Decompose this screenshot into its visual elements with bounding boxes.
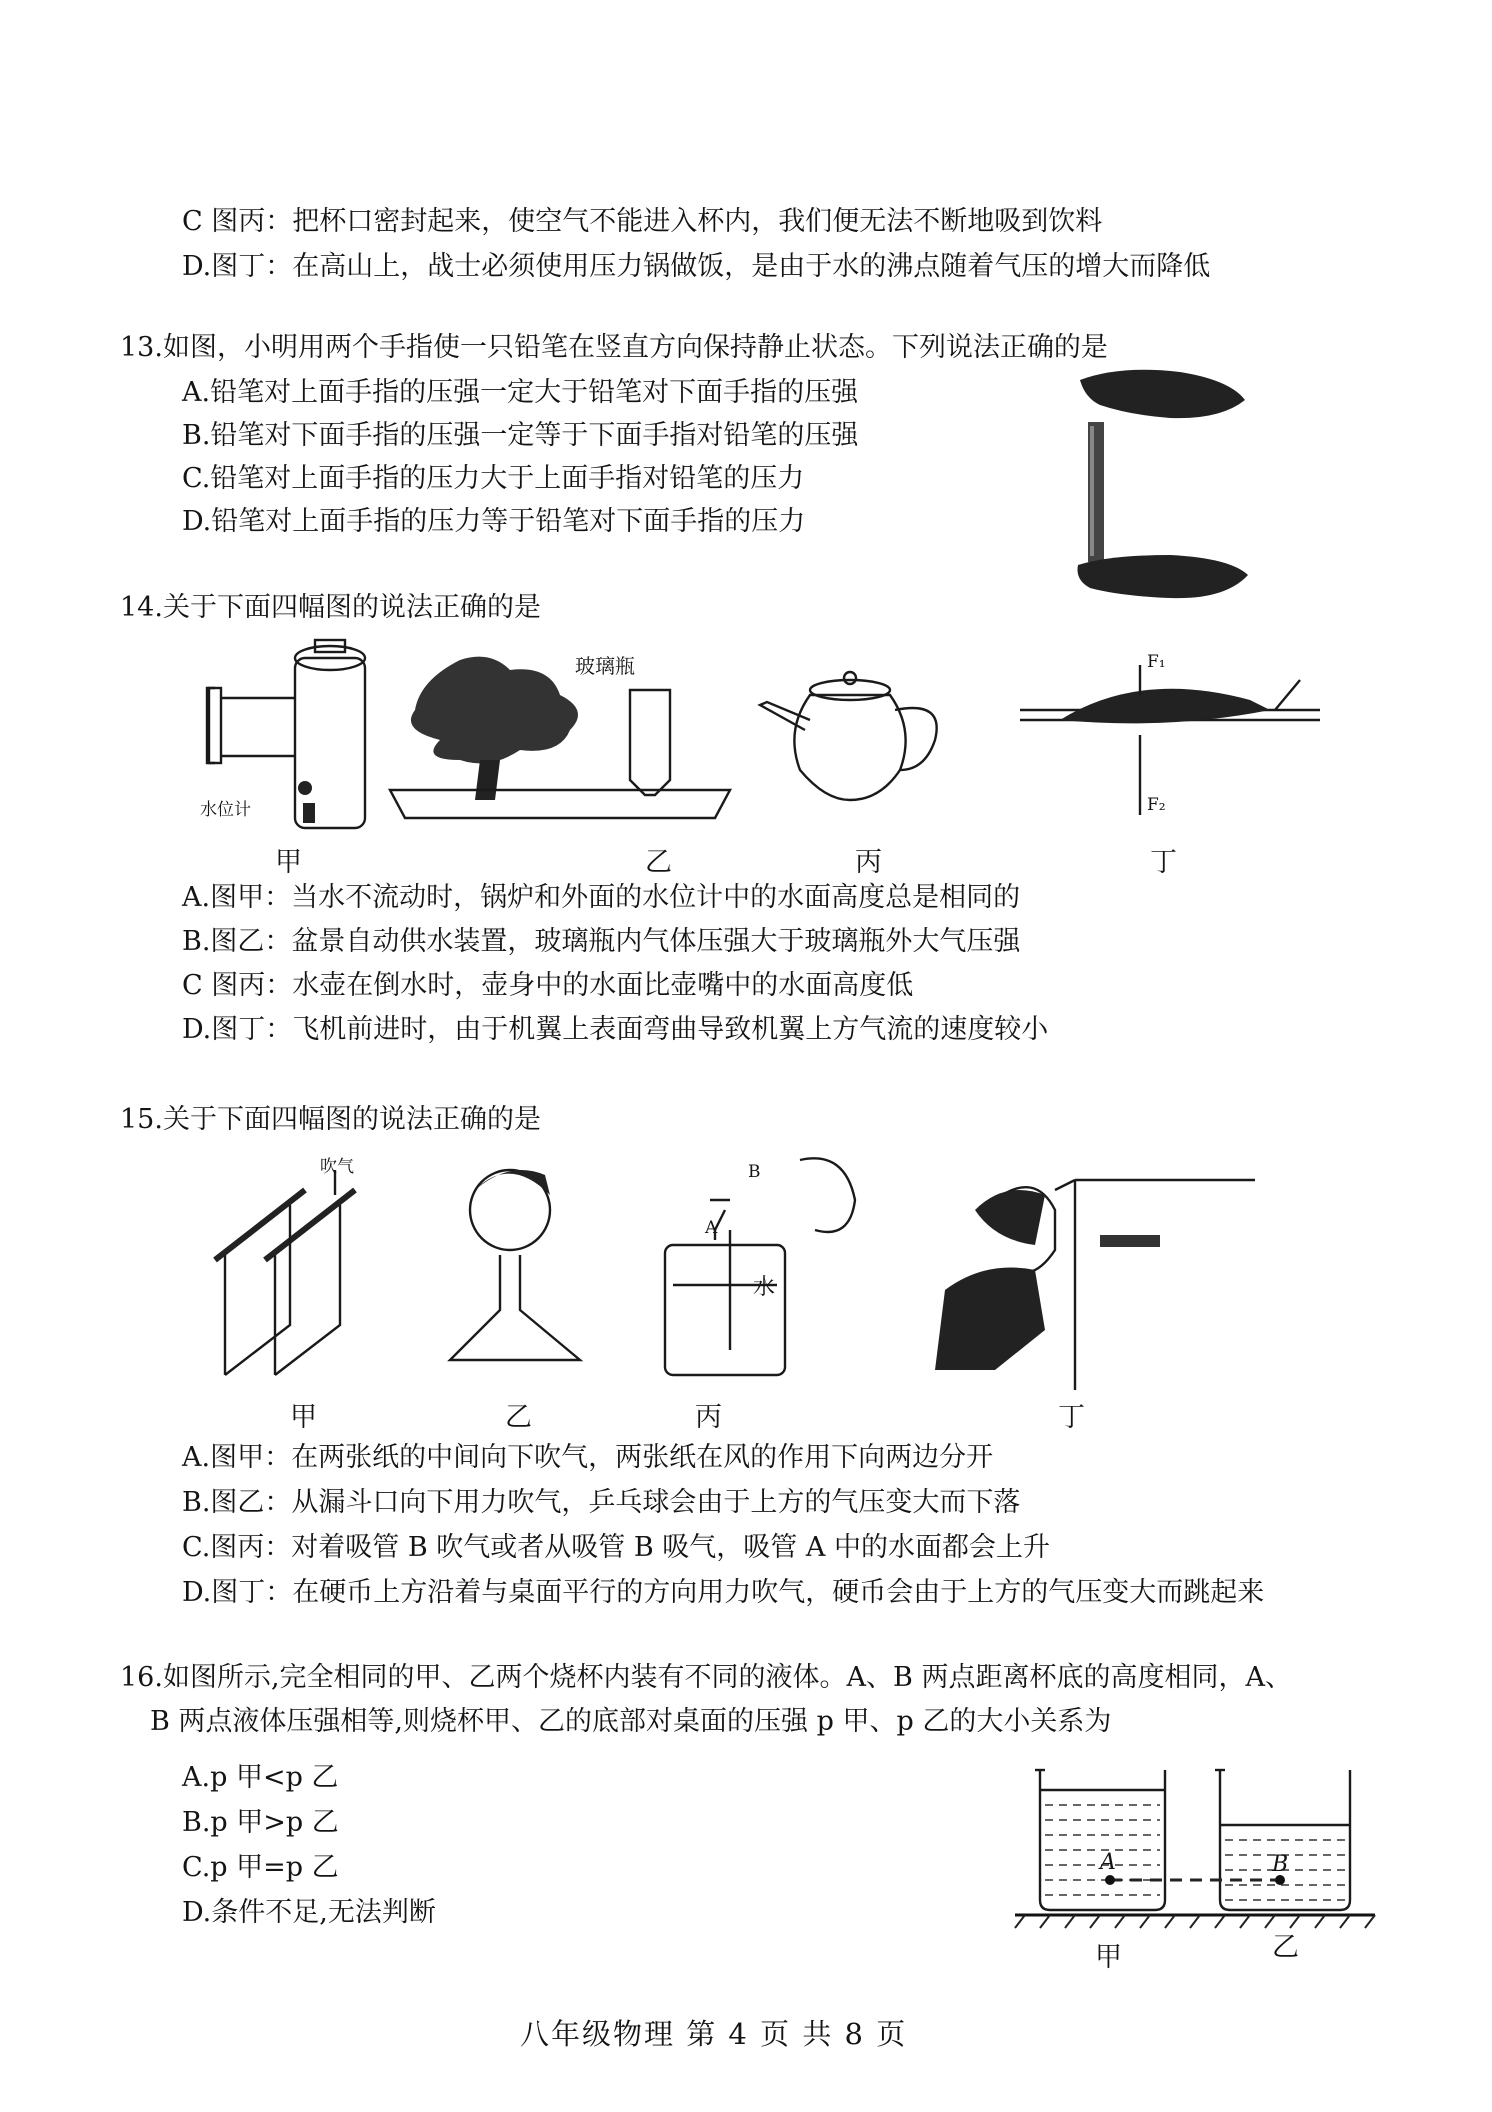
q14-fig-bonsai <box>380 640 740 830</box>
q14-fig-teapot <box>755 660 955 810</box>
q13-option-b: B.铅笔对下面手指的压强一定等于下面手指对铅笔的压强 <box>182 420 859 451</box>
q16-caption-yi: 乙 <box>1272 1932 1299 1963</box>
q15-fig-papers <box>195 1150 415 1390</box>
q13-option-c: C.铅笔对上面手指的压力大于上面手指对铅笔的压力 <box>182 463 805 494</box>
q12-option-c: C 图丙：把杯口密封起来，使空气不能进入杯内，我们便无法不断地吸到饮料 <box>182 206 1103 237</box>
q14-fig-wing <box>1020 650 1320 820</box>
q14-caption-bing: 丙 <box>855 847 882 878</box>
q16-stem-line1: 16.如图所示,完全相同的甲、乙两个烧杯内装有不同的液体。A、B 两点距离杯底的高度相同，A、 <box>120 1662 1292 1693</box>
q15-option-b: B.图乙：从漏斗口向下用力吹气，乒乓球会由于上方的气压变大而下落 <box>182 1487 1021 1518</box>
q15-fig-coin <box>935 1150 1255 1390</box>
force-f1-label: F₁ <box>1147 652 1166 672</box>
q15-caption-bing: 丙 <box>695 1402 722 1433</box>
q15-fig-funnel <box>440 1160 590 1380</box>
q15-caption-yi: 乙 <box>505 1402 532 1433</box>
q12-option-d: D.图丁：在高山上，战士必须使用压力锅做饭，是由于水的沸点随着气压的增大而降低 <box>182 251 1211 282</box>
q14-caption-yi: 乙 <box>645 847 672 878</box>
straw-a-label: A <box>705 1218 718 1238</box>
q16-option-a: A.p 甲<p 乙 <box>182 1762 339 1793</box>
q16-caption-jia: 甲 <box>1095 1942 1122 1973</box>
q14-option-d: D.图丁：飞机前进时，由于机翼上表面弯曲导致机翼上方气流的速度较小 <box>182 1014 1049 1045</box>
q13-pencil-fingers-figure <box>1060 360 1260 620</box>
water-gauge-label: 水位计 <box>200 800 251 820</box>
q15-caption-ding: 丁 <box>1058 1402 1085 1433</box>
q14-caption-ding: 丁 <box>1150 847 1177 878</box>
q16-beakers-figure <box>1015 1760 1375 1930</box>
q15-fig-straws <box>655 1150 875 1380</box>
q14-stem: 14.关于下面四幅图的说法正确的是 <box>120 592 541 623</box>
point-b-label: B <box>1272 1852 1289 1877</box>
q15-option-d: D.图丁：在硬币上方沿着与桌面平行的方向用力吹气，硬币会由于上方的气压变大而跳起来 <box>182 1577 1265 1608</box>
q15-option-c: C.图丙：对着吸管 B 吹气或者从吸管 B 吸气，吸管 A 中的水面都会上升 <box>182 1532 1050 1563</box>
q14-option-a: A.图甲：当水不流动时，锅炉和外面的水位计中的水面高度总是相同的 <box>182 882 1021 913</box>
q15-option-a: A.图甲：在两张纸的中间向下吹气，两张纸在风的作用下向两边分开 <box>182 1442 994 1473</box>
page-footer: 八年级物理 第 4 页 共 8 页 <box>520 2017 908 2051</box>
q16-option-c: C.p 甲=p 乙 <box>182 1852 339 1883</box>
force-f2-label: F₂ <box>1147 795 1166 815</box>
straw-b-label: B <box>748 1162 761 1182</box>
q14-caption-jia: 甲 <box>275 847 302 878</box>
q16-option-b: B.p 甲>p 乙 <box>182 1807 339 1838</box>
q15-stem: 15.关于下面四幅图的说法正确的是 <box>120 1104 541 1135</box>
q13-option-d: D.铅笔对上面手指的压力等于铅笔对下面手指的压力 <box>182 506 806 537</box>
glass-bottle-label: 玻璃瓶 <box>575 654 635 678</box>
q16-stem-line2: B 两点液体压强相等,则烧杯甲、乙的底部对桌面的压强 p 甲、p 乙的大小关系为 <box>150 1706 1112 1737</box>
q14-option-b: B.图乙：盆景自动供水装置，玻璃瓶内气体压强大于玻璃瓶外大气压强 <box>182 926 1021 957</box>
q15-caption-jia: 甲 <box>290 1402 317 1433</box>
blow-label: 吹气 <box>320 1157 354 1177</box>
q16-option-d: D.条件不足,无法判断 <box>182 1897 436 1928</box>
water-label: 水 <box>753 1275 776 1300</box>
q13-option-a: A.铅笔对上面手指的压强一定大于铅笔对下面手指的压强 <box>182 377 859 408</box>
point-a-label: A <box>1100 1850 1116 1875</box>
q13-stem: 13.如图，小明用两个手指使一只铅笔在竖直方向保持静止状态。下列说法正确的是 <box>120 332 1108 363</box>
q14-option-c: C 图丙：水壶在倒水时，壶身中的水面比壶嘴中的水面高度低 <box>182 970 914 1001</box>
